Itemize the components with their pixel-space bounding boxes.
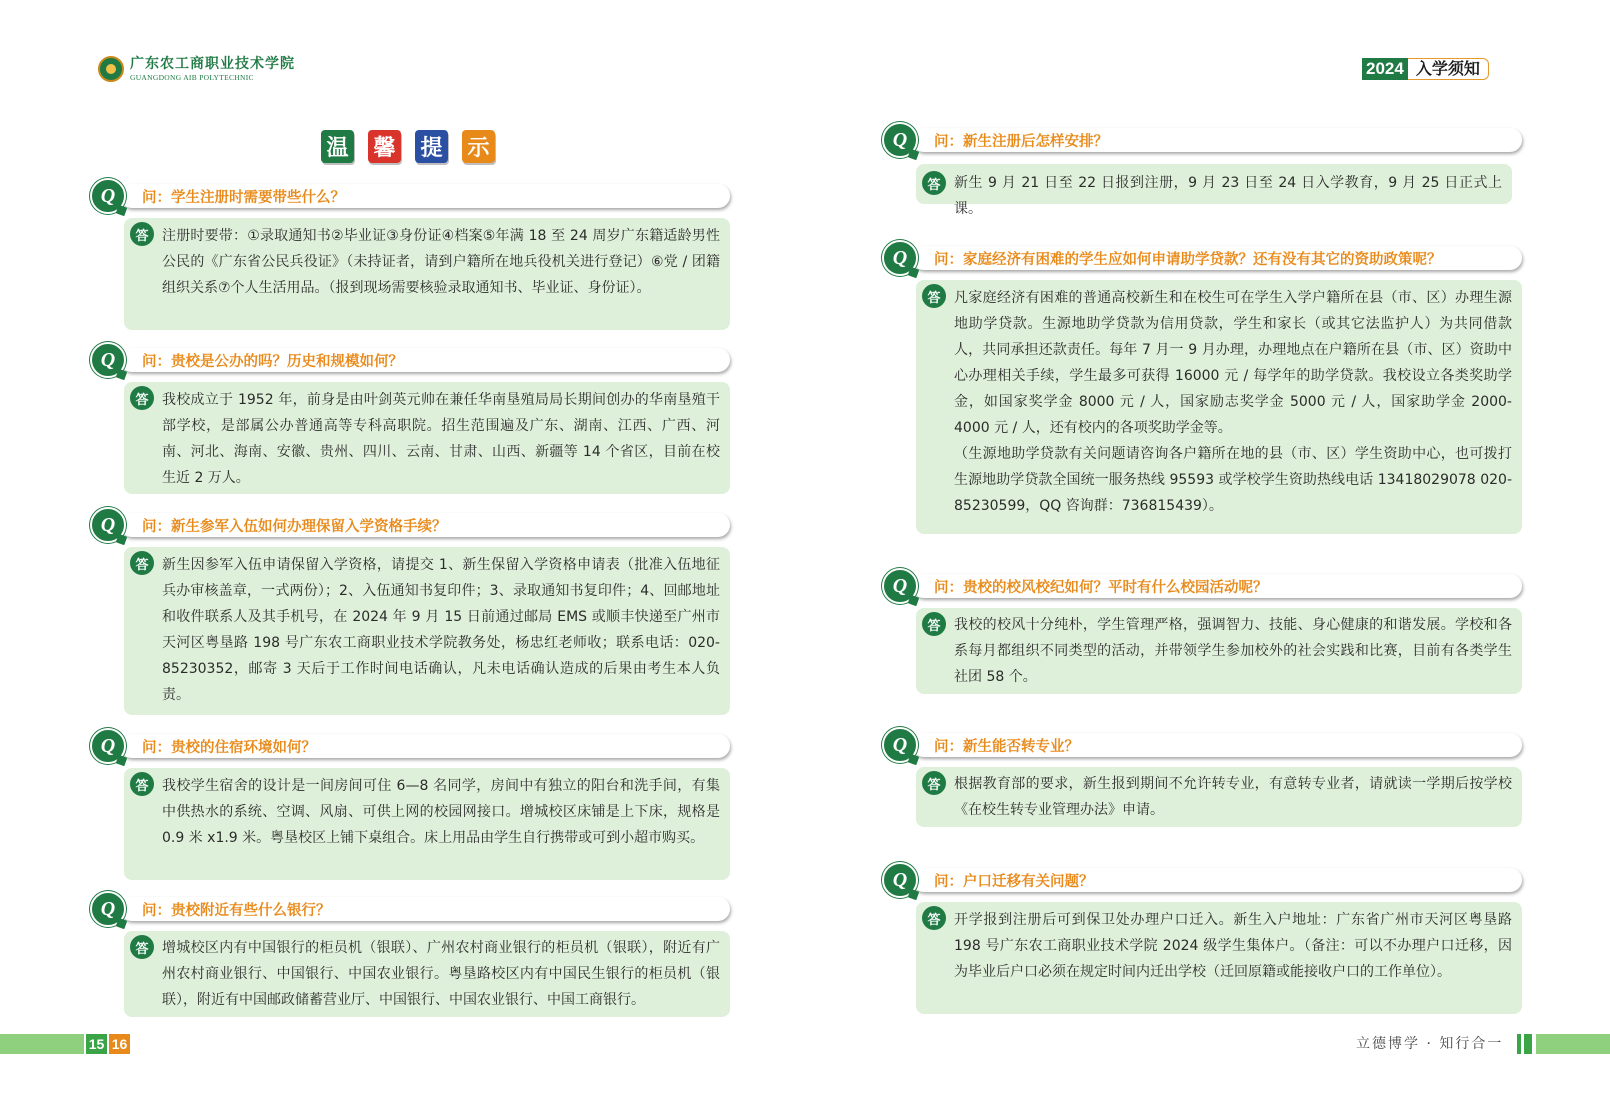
question-text: 问：新生注册后怎样安排？ — [934, 133, 1108, 150]
answer-icon: 答 — [922, 771, 946, 795]
badge-year: 2024 — [1362, 58, 1408, 80]
question-pill — [120, 513, 730, 537]
answer-text: 根据教育部的要求，新生报到期间不允许转专业，有意转专业者，请就读一学期后按学校《在校生转专业管理办法》申请。 — [954, 776, 1512, 818]
question-bar — [90, 507, 730, 543]
answer-text: 我校的校风十分纯朴，学生管理严格，强调智力、技能、身心健康的和谐发展。学校和各系每月都组织不同类型的活动，并带领学生参加校外的社会实践和比赛，目前有各类学生社团 58 个。 — [954, 617, 1512, 685]
question-bar — [90, 178, 730, 214]
answer-text: 注册时要带：①录取通知书②毕业证③身份证④档案⑤年满 18 至 24 周岁广东籍适龄男性公民的《广东省公民兵役证》（未持证者，请到户籍所在地兵役机关进行登记）⑥党 / 团籍组织关系⑦个人生活用品。（报到现场需要核验录取通知书、毕业证、身份证）。 — [162, 228, 720, 296]
question-bar — [90, 728, 730, 764]
answer-box — [124, 931, 730, 1017]
answer-box — [916, 767, 1522, 827]
answer-text: 新生因参军入伍申请保留入学资格，请提交 1、新生保留入学资格申请表（批准入伍地征兵办审核盖章，一式两份）；2、入伍通知书复印件；3、录取通知书复印件；4、回邮地址和收件联系人及其手机号，在 2024 年 9 月 15 日前通过邮局 EMS 或顺丰快递至广州市天河区粤垦路 198 号广东农工商职业技术学院教务处，杨忠红老师收；联系电话：020-85230352，邮寄 3 天后于工作时间电话确认，凡未电话确认造成的后果由考生本人负责。 — [162, 557, 720, 703]
badge-title: 入学须知 — [1408, 58, 1489, 80]
title-tile: 温 — [321, 130, 354, 163]
question-icon: Q — [90, 728, 126, 764]
page-number-right: 16 — [109, 1034, 130, 1054]
logo-english-name: GUANGDONG AIB POLYTECHNIC — [130, 72, 254, 82]
question-icon: Q — [882, 240, 918, 276]
answer-box — [916, 608, 1522, 694]
question-icon: Q — [90, 891, 126, 927]
question-bar — [882, 568, 1522, 604]
question-bar — [882, 122, 1522, 158]
question-icon: Q — [90, 178, 126, 214]
question-text: 问：家庭经济有困难的学生应如何申请助学贷款？还有没有其它的资助政策呢？ — [934, 251, 1442, 268]
title-tile: 示 — [462, 130, 495, 163]
answer-icon: 答 — [922, 906, 946, 930]
question-pill — [912, 733, 1522, 757]
question-icon: Q — [882, 122, 918, 158]
question-icon: Q — [90, 342, 126, 378]
question-pill — [912, 868, 1522, 892]
answer-box — [124, 218, 730, 330]
page-number-left: 15 — [86, 1034, 107, 1054]
question-bar — [90, 891, 730, 927]
guide-badge — [1362, 58, 1489, 80]
answer-icon: 答 — [922, 612, 946, 636]
question-text: 问：贵校附近有些什么银行？ — [142, 902, 331, 919]
answer-box — [124, 768, 730, 880]
question-icon: Q — [882, 568, 918, 604]
question-text: 问：贵校是公办的吗？历史和规模如何？ — [142, 353, 403, 370]
question-text: 问：贵校的住宿环境如何？ — [142, 739, 316, 756]
title-tile: 馨 — [368, 130, 401, 163]
footer-stripes — [1517, 1034, 1532, 1054]
school-motto: 立德博学 · 知行合一 — [1356, 1036, 1504, 1052]
answer-box — [916, 902, 1522, 1014]
answer-icon: 答 — [130, 551, 154, 575]
question-icon: Q — [882, 862, 918, 898]
answer-text: 我校学生宿舍的设计是一间房间可住 6—8 名同学，房间中有独立的阳台和洗手间，有集中供热水的系统、空调、风扇、可供上网的校园网接口。增城校区床铺是上下床，规格是 0.9 米 x1.9 米。粤垦校区上铺下桌组合。床上用品由学生自行携带或可到小超市购买。 — [162, 778, 720, 846]
title-tile: 提 — [415, 130, 448, 163]
footer-left-bar — [0, 1034, 84, 1054]
question-bar — [882, 727, 1522, 763]
question-pill — [120, 184, 730, 208]
answer-icon: 答 — [130, 772, 154, 796]
answer-icon: 答 — [130, 222, 154, 246]
answer-text: 新生 9 月 21 日至 22 日报到注册，9 月 23 日至 24 日入学教育，9 月 25 日正式上课。 — [954, 175, 1502, 217]
school-logo — [98, 56, 295, 82]
question-text: 问：新生参军入伍如何办理保留入学资格手续？ — [142, 518, 447, 535]
school-emblem-icon — [98, 56, 124, 82]
question-pill — [912, 246, 1522, 270]
question-icon: Q — [90, 507, 126, 543]
question-icon: Q — [882, 727, 918, 763]
answer-icon: 答 — [130, 386, 154, 410]
answer-text: 我校成立于 1952 年，前身是由叶剑英元帅在兼任华南垦殖局局长期间创办的华南垦殖干部学校，是部属公办普通高等专科高职院。招生范围遍及广东、湖南、江西、广西、河南、河北、海南、安徽、贵州、四川、云南、甘肃、山西、新疆等 14 个省区，目前在校生近 2 万人。 — [162, 392, 720, 486]
question-bar — [90, 342, 730, 378]
answer-box — [124, 382, 730, 494]
answer-box — [124, 547, 730, 715]
question-pill — [120, 348, 730, 372]
answer-icon: 答 — [922, 171, 946, 195]
answer-text: 开学报到注册后可到保卫处办理户口迁入。新生入户地址：广东省广州市天河区粤垦路 198 号广东农工商职业技术学院 2024 级学生集体户。（备注：可以不办理户口迁移，因为毕业后户口必须在规定时间内迁出学校（迁回原籍或能接收户口的工作单位）。 — [954, 912, 1512, 980]
question-pill — [120, 734, 730, 758]
question-text: 问：户口迁移有关问题？ — [934, 873, 1094, 890]
answer-box — [916, 280, 1522, 534]
question-pill — [912, 574, 1522, 598]
answer-icon: 答 — [922, 284, 946, 308]
footer-right-bar — [1536, 1034, 1610, 1054]
answer-box — [916, 164, 1512, 217]
answer-text: 凡家庭经济有困难的普通高校新生和在校生可在学生入学户籍所在县（市、区）办理生源地助学贷款。生源地助学贷款为信用贷款，学生和家长（或其它法监护人）为共同借款人，共同承担还款责任。每年 7 月一 9 月办理，办理地点在户籍所在县（市、区）资助中心办理相关手续，学生最多可获得 16000 元 / 每学年的助学贷款。我校设立各类奖助学金，如国家奖学金 8000 元 / 人，国家励志奖学金 5000 元 / 人，国家助学金 2000-4000 元 / 人，还有校内的各项奖助学金等。 — [954, 290, 1512, 436]
question-pill — [912, 128, 1522, 152]
question-text: 问：贵校的校风校纪如何？平时有什么校园活动呢？ — [934, 579, 1268, 596]
answer-text: 增城校区内有中国银行的柜员机（银联）、广州农村商业银行的柜员机（银联），附近有广州农村商业银行、中国银行、中国农业银行。粤垦路校区内有中国民生银行的柜员机（银联），附近有中国邮政储蓄营业厅、中国银行、中国农业银行、中国工商银行。 — [162, 940, 720, 1008]
answer-note-text: （生源地助学贷款有关问题请咨询各户籍所在地的县（市、区）学生资助中心，也可拨打生源地助学贷款全国统一服务热线 95593 或学校学生资助热线电话 13418029078 020-85230599，QQ 咨询群：736815439）。 — [954, 446, 1512, 514]
answer-icon: 答 — [130, 935, 154, 959]
question-text: 问：学生注册时需要带些什么？ — [142, 189, 345, 206]
question-bar — [882, 240, 1522, 276]
question-text: 问：新生能否转专业？ — [934, 738, 1079, 755]
logo-chinese-name: 广东农工商职业技术学院 — [130, 55, 295, 72]
question-bar — [882, 862, 1522, 898]
question-pill — [120, 897, 730, 921]
section-title — [321, 130, 495, 163]
